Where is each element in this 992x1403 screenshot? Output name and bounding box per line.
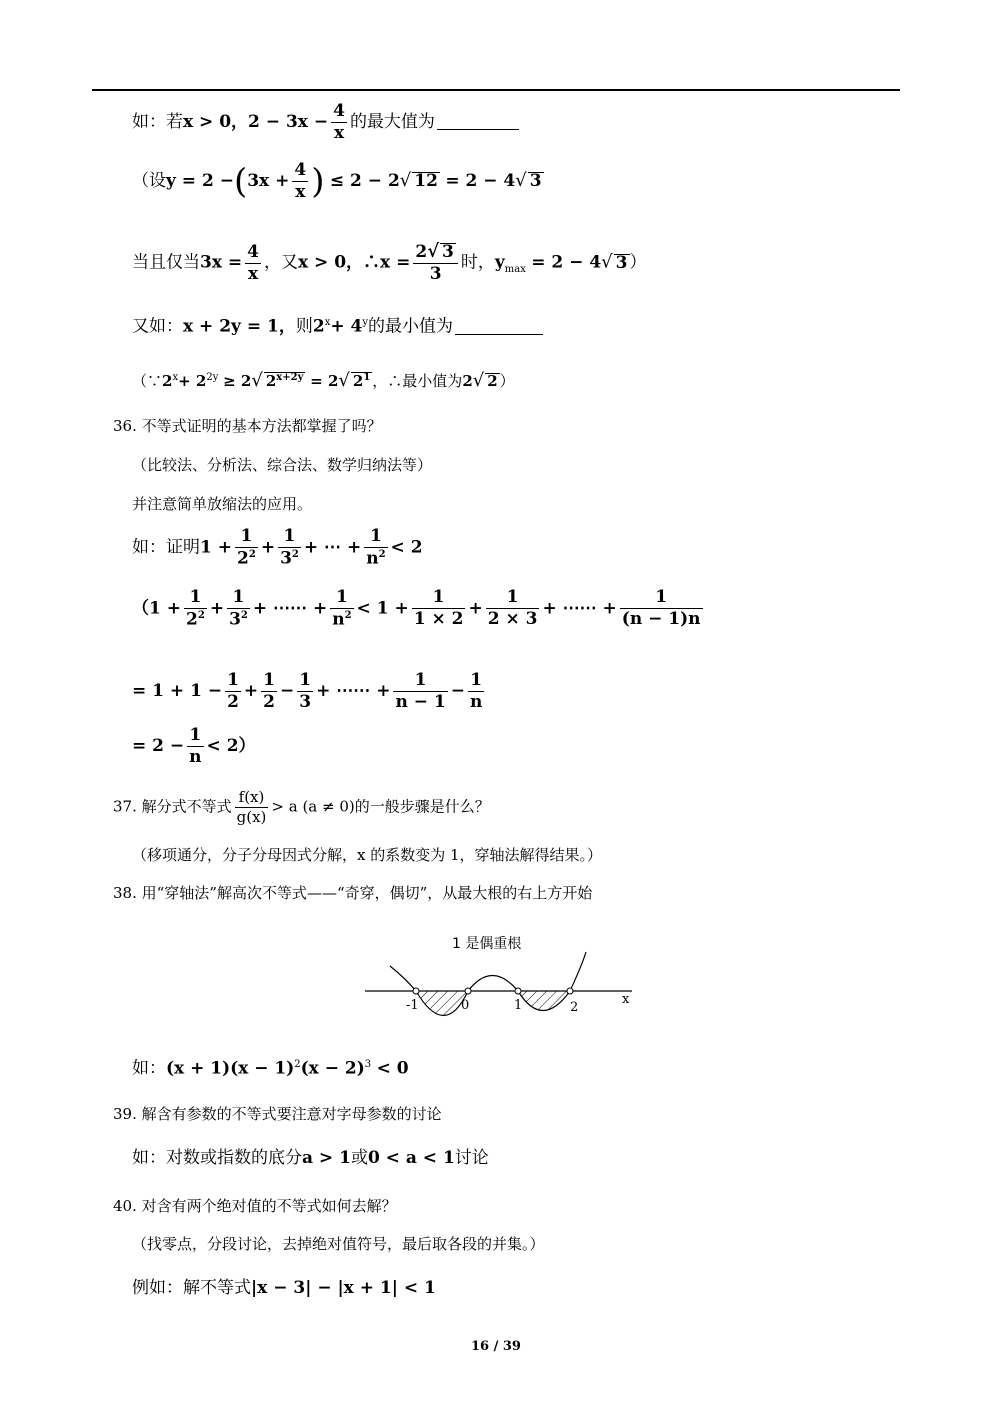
figure-title: 1 是偶重根 — [452, 936, 522, 952]
proof-step-2: = 1 + 1 − $\frac{1}{2}$ + $\frac{1}{2}$ − $\frac{1}{3}$ + ⋯⋯ + $\frac{1}{n - 1}$ − $\frac{1}{n}$ — [132, 670, 483, 712]
text: （设 — [132, 171, 166, 191]
label-minus-1: -1 — [406, 998, 419, 1013]
label-x: x — [622, 992, 630, 1007]
answer-blank — [437, 128, 519, 130]
sqrt: 3 — [529, 171, 542, 191]
text: 时， — [460, 252, 495, 273]
math: ≤ 2 − 2 — [329, 171, 400, 191]
question-38: 38. 用“穿轴法”解高次不等式——“奇穿，偶切”，从最大根的右上方开始 — [113, 884, 593, 902]
fraction: $\frac{4}{x}$ — [294, 160, 307, 202]
question-36-answer: （比较法、分析法、综合法、数学归纳法等） — [132, 456, 433, 474]
text: 则 — [295, 316, 313, 337]
math: y — [494, 252, 505, 273]
question-36-note: 并注意简单放缩法的应用。 — [132, 495, 313, 513]
math: 3x + — [247, 171, 290, 191]
text: 当且仅当 — [132, 252, 200, 273]
proof-step-1: （1 + $\frac{1}{2^2}$ + $\frac{1}{3^2}$ + ⋯⋯ + $\frac{1}{n^2}$ < 1 + $\frac{1}{1 \times 2}$ + $\frac{1}{2 \times 3}$ + ⋯⋯ + $\frac{1}{(n - 1)n}$ — [132, 587, 701, 630]
question-37: 37. 解分式不等式 $\frac{f(x)}{g(x)}$ > a (a ≠ 0)的一般步骤是什么？ — [113, 788, 490, 826]
math: 2 − 3x − — [248, 112, 329, 132]
math: 3x = — [200, 252, 243, 273]
math: ∴x = — [363, 252, 411, 273]
example-max-value-question — [132, 103, 519, 142]
page-number: 16 / 39 — [471, 1339, 521, 1354]
root-marker — [515, 988, 521, 994]
example-min-value-question: 又如：x + 2y = 1，则$2^x+ 4^y$的最小值为 — [132, 318, 543, 336]
question-40-answer: （找零点，分段讨论，去掉绝对值符号，最后取各段的并集。） — [132, 1235, 545, 1253]
math: x > 0， — [183, 112, 249, 132]
question-39: 39. 解含有参数的不等式要注意对字母参数的讨论 — [113, 1105, 442, 1123]
question-40: 40. 对含有两个绝对值的不等式如何去解？ — [113, 1197, 397, 1215]
sqrt: 3 — [615, 252, 628, 273]
example-proof-statement: 如：证明1 + $\frac{1}{2^2}$ + $\frac{1}{3^2}$ + ⋯ + $\frac{1}{n^2}$ < 2 — [132, 526, 423, 569]
example-parameter-discussion: 如：对数或指数的底分a > 1或0 < a < 1讨论 — [132, 1148, 489, 1168]
wave-curve-figure — [360, 930, 650, 1024]
question-36: 36. 不等式证明的基本方法都掌握了吗？ — [113, 417, 382, 435]
example-max-value-solution: （设y = 2 −(3x + $\frac{4}{x}$ ) ≤ 2 − 2√ 12 = 2 − 4√ 3 — [132, 160, 542, 202]
answer-blank — [455, 333, 543, 335]
curve — [390, 952, 586, 1016]
label-1: 1 — [514, 998, 523, 1013]
proof-step-3: = 2 − $\frac{1}{n}$ < 2） — [132, 725, 256, 767]
root-marker — [413, 988, 419, 994]
subscript: max — [504, 263, 526, 275]
wave-curve-svg — [360, 930, 650, 1020]
question-37-answer: （移项通分，分子分母因式分解，x 的系数变为 1，穿轴法解得结果。） — [132, 846, 603, 864]
example-high-degree-inequality: 如：$(x + 1)(x - 1)^2(x - 2)^3 < 0$ — [132, 1058, 409, 1079]
math: = 2 − 4 — [445, 171, 516, 191]
math: = 2 − 4 — [531, 252, 602, 273]
example-absolute-value-inequality: 例如：解不等式|x − 3| − |x + 1| < 1 — [132, 1278, 436, 1298]
root-marker — [567, 988, 573, 994]
example-min-value-solution: （$\because 2^x+ 2^{2y} \ge 2√$ $2^{x+2y} = 2√$ $2^1$ ，∴最小值为2√ 2 ） — [132, 370, 515, 391]
math: x + 2y = 1， — [183, 316, 296, 337]
root-marker — [465, 988, 471, 994]
fraction: $\frac{2√ 3}{3}$ — [413, 243, 458, 283]
text: ） — [629, 252, 647, 273]
text: 的最小值为 — [367, 316, 453, 337]
label-0: 0 — [461, 998, 470, 1013]
math: x > 0， — [297, 252, 364, 273]
fraction: $\frac{4}{x}$ — [333, 101, 345, 143]
text: 的最大值为 — [349, 112, 435, 132]
sqrt: 12 — [414, 171, 438, 191]
text: 又如： — [132, 316, 183, 337]
text: 如：若 — [132, 112, 183, 132]
fraction: $\frac{4}{x}$ — [247, 241, 259, 284]
header-rule — [92, 89, 900, 91]
text: ，又 — [263, 252, 298, 273]
label-2: 2 — [570, 1000, 579, 1015]
math: y = 2 − — [166, 171, 234, 191]
example-max-value-condition: 当且仅当3x = $\frac{4}{x}$ ，又x > 0，∴x = $\frac{2√ 3}{3}$ 时，$y_{max} = 2 - 4√$ 3 ） — [132, 241, 647, 284]
